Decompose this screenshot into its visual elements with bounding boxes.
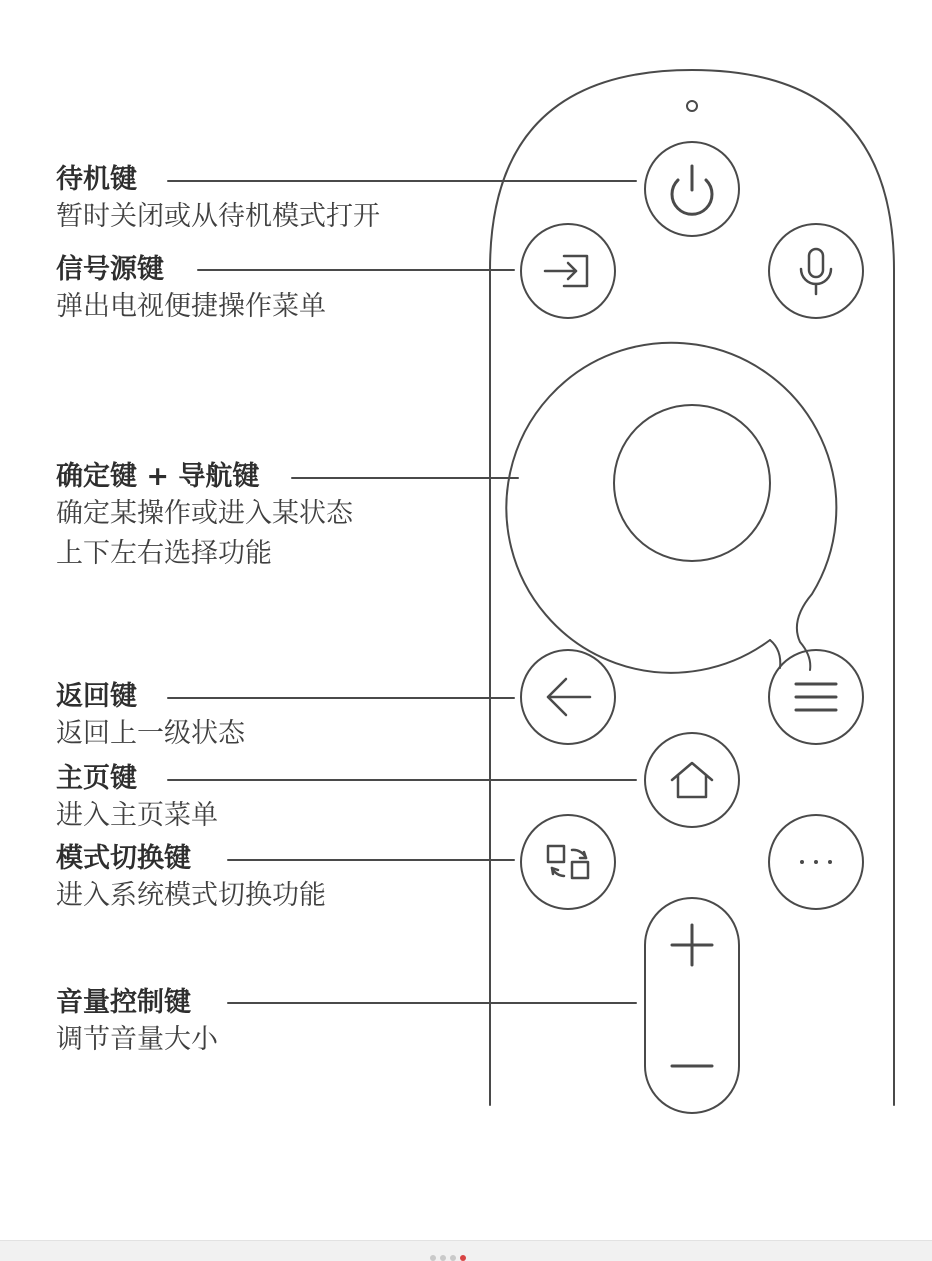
source-desc: 弹出电视便捷操作菜单 <box>56 291 326 322</box>
ok-nav-label <box>56 460 353 574</box>
page-dot[interactable] <box>440 1255 446 1261</box>
power-label <box>56 163 380 237</box>
home-label <box>56 762 218 836</box>
switch-mode-icon <box>548 846 588 878</box>
power-icon <box>672 166 712 214</box>
source-label <box>56 253 326 327</box>
hamburger-menu-icon <box>796 684 836 710</box>
volume-label <box>56 986 218 1060</box>
back-button[interactable] <box>521 650 615 744</box>
power-title: 待机键 <box>56 164 137 195</box>
power-button[interactable] <box>645 142 739 236</box>
indicator-light-icon <box>687 101 697 111</box>
mode-desc: 进入系统模式切换功能 <box>56 880 326 911</box>
source-title: 信号源键 <box>56 254 164 285</box>
home-desc: 进入主页菜单 <box>56 800 218 831</box>
ok-nav-desc-1: 确定某操作或进入某状态 <box>56 498 353 529</box>
back-desc: 返回上一级状态 <box>56 718 245 749</box>
ok-button[interactable] <box>614 405 770 561</box>
ok-nav-title: 确定键 + 导航键 <box>56 461 260 492</box>
navigation-ring[interactable] <box>506 343 836 673</box>
volume-desc: 调节音量大小 <box>56 1024 218 1055</box>
mode-title: 模式切换键 <box>56 843 191 874</box>
plus-icon <box>672 925 712 965</box>
mode-switch-button[interactable] <box>521 815 615 909</box>
page-dot[interactable] <box>430 1255 436 1261</box>
input-source-icon <box>545 256 587 286</box>
more-button[interactable] <box>769 815 863 909</box>
back-title: 返回键 <box>56 681 137 712</box>
ok-nav-desc-2: 上下左右选择功能 <box>56 538 272 569</box>
volume-rocker[interactable] <box>645 898 739 1113</box>
back-label <box>56 680 245 754</box>
page-dot[interactable] <box>460 1255 466 1261</box>
volume-title: 音量控制键 <box>56 987 191 1018</box>
bottom-bar <box>0 1240 932 1261</box>
voice-button[interactable] <box>769 224 863 318</box>
home-title: 主页键 <box>56 763 137 794</box>
home-button[interactable] <box>645 733 739 827</box>
power-desc: 暂时关闭或从待机模式打开 <box>56 201 380 232</box>
menu-button[interactable] <box>769 650 863 744</box>
page-dot[interactable] <box>450 1255 456 1261</box>
arrow-left-icon <box>548 679 590 715</box>
source-button[interactable] <box>521 224 615 318</box>
page-indicator[interactable] <box>430 1255 466 1260</box>
microphone-icon <box>801 249 831 294</box>
mode-label <box>56 842 326 916</box>
ellipsis-icon <box>800 860 832 864</box>
house-icon <box>672 763 712 797</box>
